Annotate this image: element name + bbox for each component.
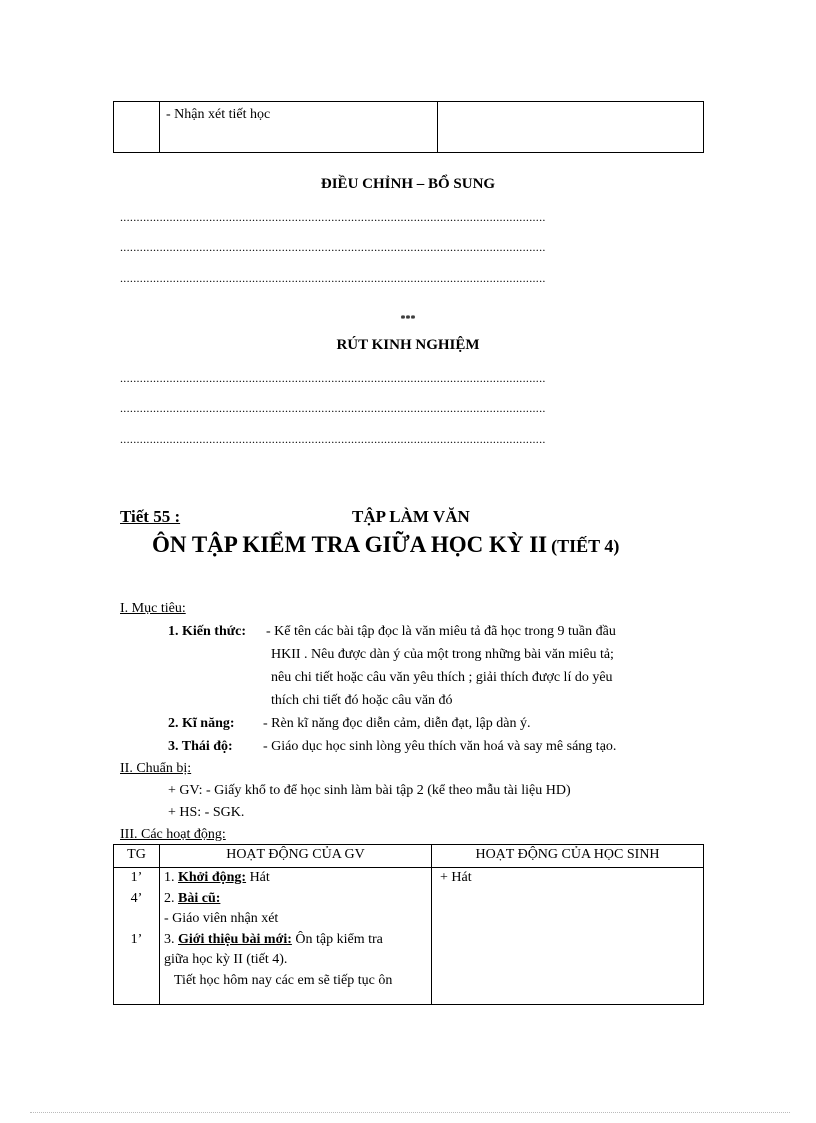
top-table-gv-text: - Nhận xét tiết học [166,107,271,122]
knowledge-line-2: HKII . Nêu được dàn ý của một trong những bài văn miêu tả; [271,647,614,662]
knowledge-label: 1. Kiến thức: [168,624,247,639]
lesson-title-main: ÔN TẬP KIỂM TRA GIỮA HỌC KỲ II [152,532,548,557]
tg-cell [114,868,160,1005]
gv-review [160,889,431,910]
review-number: 2. [164,890,175,906]
gv-cell [160,868,432,1005]
gv-intro-line-2: giữa học kỳ II (tiết 4). [164,952,288,967]
experience-line-1: ................................................................................................................................. [120,371,546,385]
adjust-line-3: ................................................................................................................................. [120,271,546,285]
gv-review-text: - Giáo viên nhận xét [164,911,279,926]
prepare-heading: II. Chuẩn bị: [120,761,192,776]
hs-cell [432,868,704,1005]
gv-intro-line-3: Tiết học hôm nay các em sẽ tiếp tục ôn [174,972,393,988]
gv-intro [160,930,431,951]
lesson-title [152,532,619,558]
lesson-subject: TẬP LÀM VĂN [352,507,470,526]
intro-text: Ôn tập kiểm tra [295,931,383,947]
prepare-gv: + GV: - Giấy khổ to để học sinh làm bài tập 2 (kể theo mẫu tài liệu HD) [168,783,571,798]
activities-heading: III. Các hoạt động: [120,827,226,842]
startup-label: Khởi động: [178,870,247,885]
attitude-label: 3. Thái độ: [168,739,233,754]
knowledge-line-3: nêu chi tiết hoặc câu văn yêu thích ; giải thích được lí do yêu [271,670,613,685]
intro-label: Giới thiệu bài mới: [178,931,292,947]
intro-number: 3. [164,931,175,947]
page-footer-rule [30,1112,790,1113]
adjust-line-1: ................................................................................................................................. [120,210,546,224]
separator-stars: *** [400,314,416,325]
knowledge-line-1: - Kể tên các bài tập đọc là văn miêu tả đã học trong 9 tuần đầu [266,624,616,639]
activities-table [113,844,704,1005]
startup-number: 1. [164,870,175,885]
col-gv-header: HOẠT ĐỘNG CỦA GV [160,845,432,868]
experience-line-3: ................................................................................................................................. [120,432,546,446]
skill-text: - Rèn kĩ năng đọc diễn cảm, diễn đạt, lập dàn ý. [263,716,531,731]
tg-value-1: 1’ [130,870,143,885]
attitude-text: - Giáo dục học sinh lòng yêu thích văn hoá và say mê sáng tạo. [263,739,617,754]
top-table-gv-cell [160,102,438,153]
top-table-tg-cell [114,102,160,153]
col-hs-header: HOẠT ĐỘNG CỦA HỌC SINH [432,845,704,868]
activities-body-row [114,868,704,1005]
tg-value-4: 1’ [130,931,143,947]
experience-heading: RÚT KINH NGHIỆM [336,337,480,353]
adjust-line-2: ................................................................................................................................. [120,240,546,254]
tg-value-3 [114,909,159,930]
adjust-heading: ĐIỀU CHỈNH – BỔ SUNG [320,176,496,192]
lesson-period: Tiết 55 : [120,507,181,526]
gv-startup [160,868,431,889]
hs-startup: + Hát [440,870,472,885]
experience-line-2: ................................................................................................................................. [120,401,546,415]
startup-text: Hát [249,870,270,885]
lesson-title-sub: (TIẾT 4) [551,536,620,556]
knowledge-line-4: thích chi tiết đó hoặc câu văn đó [271,693,453,708]
skill-label: 2. Kĩ năng: [168,716,235,731]
review-label: Bài cũ: [178,890,221,906]
activities-header-row [114,845,704,868]
top-table [113,101,704,153]
prepare-hs: + HS: - SGK. [168,805,245,820]
top-table-hs-cell [438,102,704,153]
objectives-heading: I. Mục tiêu: [120,601,186,616]
tg-value-2: 4’ [130,890,143,906]
col-tg-header: TG [114,845,160,868]
